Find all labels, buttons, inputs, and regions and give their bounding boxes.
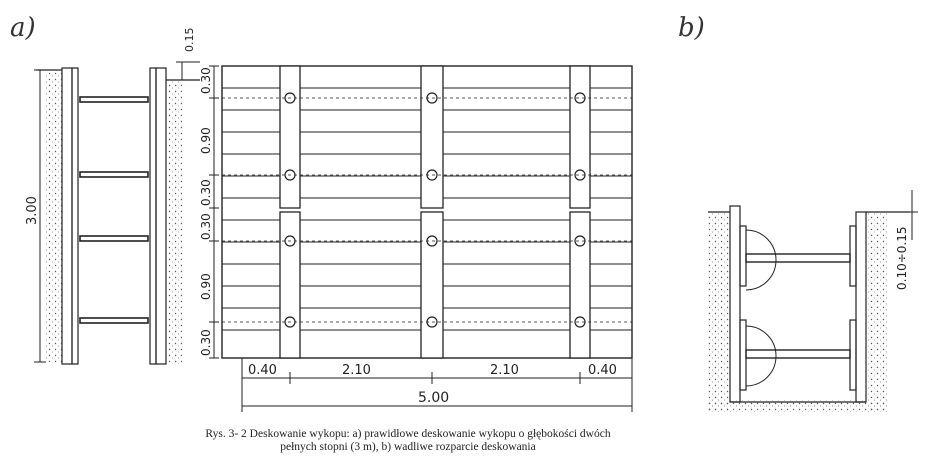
struts: [80, 97, 148, 323]
gap-label: 0.10÷0.15: [895, 226, 909, 290]
figure-caption: [88, 428, 728, 454]
section-a: [34, 62, 200, 364]
right-wale: [150, 68, 156, 364]
hdim-3: 2.10: [490, 363, 519, 378]
caption-line-2: pełnych stopni (3 m), b) wadliwe rozparcie deskowania: [280, 441, 536, 453]
right-sheeting: [156, 68, 166, 364]
hdim-2: 2.10: [342, 363, 371, 378]
label-b: b): [678, 13, 705, 43]
horizontal-dim-labels: [248, 363, 617, 406]
label-a: a): [10, 13, 36, 43]
left-wale: [72, 68, 78, 364]
left-sheeting: [62, 68, 72, 364]
soil-right: [166, 80, 182, 364]
vdim-2: 0.90: [199, 127, 213, 154]
total-width-label: 5.00: [418, 390, 450, 406]
elevation-a: [209, 66, 632, 412]
section-b: [708, 190, 918, 412]
vdim-4: 0.30: [199, 213, 213, 240]
vdim-1: 0.30: [199, 67, 213, 94]
vdim-3: 0.30: [199, 179, 213, 206]
top-offset-label: 0.15: [183, 27, 196, 52]
caption-line-1: Rys. 3- 2 Deskowanie wykopu: a) prawidłowe deskowanie wykopu o głębokości dwóch: [205, 428, 611, 440]
soil-left: [46, 70, 62, 362]
hdim-1: 0.40: [248, 363, 277, 378]
hdim-4: 0.40: [588, 363, 617, 378]
vdim-5: 0.90: [199, 273, 213, 300]
depth-label: 3.00: [25, 196, 40, 225]
vertical-dim-labels: [199, 67, 213, 356]
vdim-6: 0.30: [199, 329, 213, 356]
